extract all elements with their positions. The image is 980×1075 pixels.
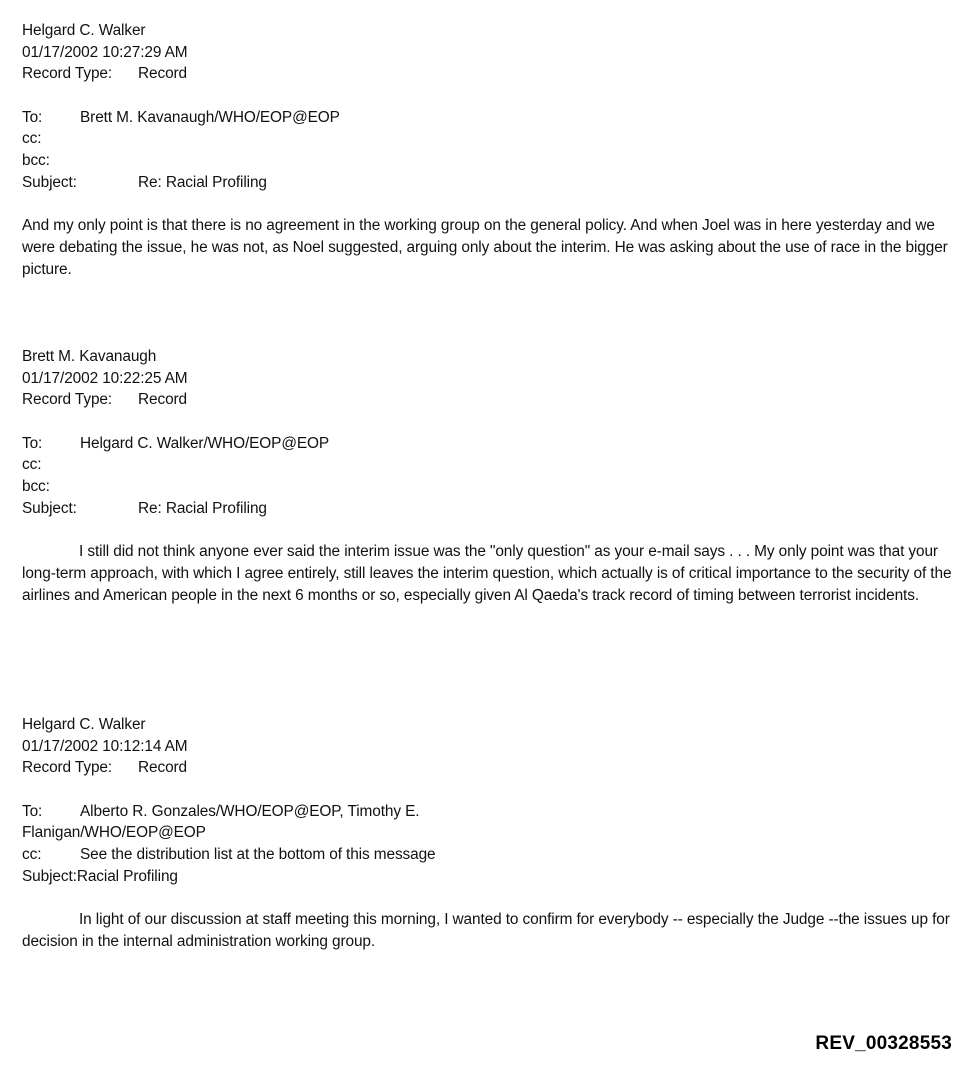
subject-label: Subject: <box>22 173 77 191</box>
to-value: Alberto R. Gonzales/WHO/EOP@EOP, Timothy E. <box>80 802 420 820</box>
sender-name: Helgard C. Walker <box>22 22 146 39</box>
email-message <box>22 714 952 953</box>
record-type-row <box>22 389 952 411</box>
subject-row <box>22 498 952 520</box>
message-body: And my only point is that there is no agreement in the working group on the general policy. And when Joel was in here yesterday and we were debating the issue, he was not, as Noel suggested, arguing only about the interim. He was asking about the use of race in the bigger picture. <box>22 217 948 278</box>
record-type-label: Record Type: <box>22 759 113 777</box>
to-value: Brett M. Kavanaugh/WHO/EOP@EOP <box>80 108 340 126</box>
subject-label: Subject: <box>22 499 77 517</box>
sender-name: Brett M. Kavanaugh <box>22 348 157 365</box>
subject-row <box>22 172 952 194</box>
record-type-row <box>22 63 952 85</box>
record-type-label: Record Type: <box>22 65 113 83</box>
cc-label: cc: <box>22 456 42 474</box>
to-value-continued: Flanigan/WHO/EOP@EOP <box>22 824 206 842</box>
subject-value: Re: Racial Profiling <box>138 499 267 517</box>
to-label: To: <box>22 434 43 452</box>
email-message <box>22 346 952 606</box>
record-type-value: Record <box>138 391 188 409</box>
to-value: Helgard C. Walker/WHO/EOP@EOP <box>80 434 330 452</box>
to-row <box>22 433 952 455</box>
email-message <box>22 20 952 280</box>
subject-label: Subject: <box>22 867 77 885</box>
message-datetime: 01/17/2002 10:22:25 AM <box>22 369 188 387</box>
cc-row <box>22 844 952 866</box>
subject-value: Racial Profiling <box>76 867 178 885</box>
record-type-label: Record Type: <box>22 391 113 409</box>
cc-label: cc: <box>22 846 42 864</box>
record-type-row <box>22 757 952 779</box>
bates-number: REV_00328553 <box>815 1033 952 1054</box>
to-row <box>22 801 952 823</box>
to-label: To: <box>22 802 43 820</box>
cc-value: See the distribution list at the bottom of this message <box>80 846 436 864</box>
bcc-label: bcc: <box>22 478 50 496</box>
to-row <box>22 107 952 129</box>
message-body: I still did not think anyone ever said the interim issue was the "only question" as your e-mail says . . . My only point was that your long-term approach, with which I agree entirely, still leaves the interim question, which actually is of critical importance to the security of the airlines and American people in the next 6 months or so, especially given Al Qaeda's track record of timing between terrorist incidents. <box>22 543 952 604</box>
record-type-value: Record <box>138 759 188 777</box>
message-datetime: 01/17/2002 10:27:29 AM <box>22 43 188 61</box>
subject-row <box>22 866 952 888</box>
message-body: In light of our discussion at staff meeting this morning, I wanted to confirm for everybody -- especially the Judge --the issues up for decision in the internal administration working group. <box>22 911 950 950</box>
record-type-value: Record <box>138 65 188 83</box>
cc-label: cc: <box>22 130 42 148</box>
bcc-label: bcc: <box>22 152 50 170</box>
subject-value: Re: Racial Profiling <box>138 173 267 191</box>
sender-name: Helgard C. Walker <box>22 716 146 733</box>
message-datetime: 01/17/2002 10:12:14 AM <box>22 737 188 755</box>
to-label: To: <box>22 108 43 126</box>
